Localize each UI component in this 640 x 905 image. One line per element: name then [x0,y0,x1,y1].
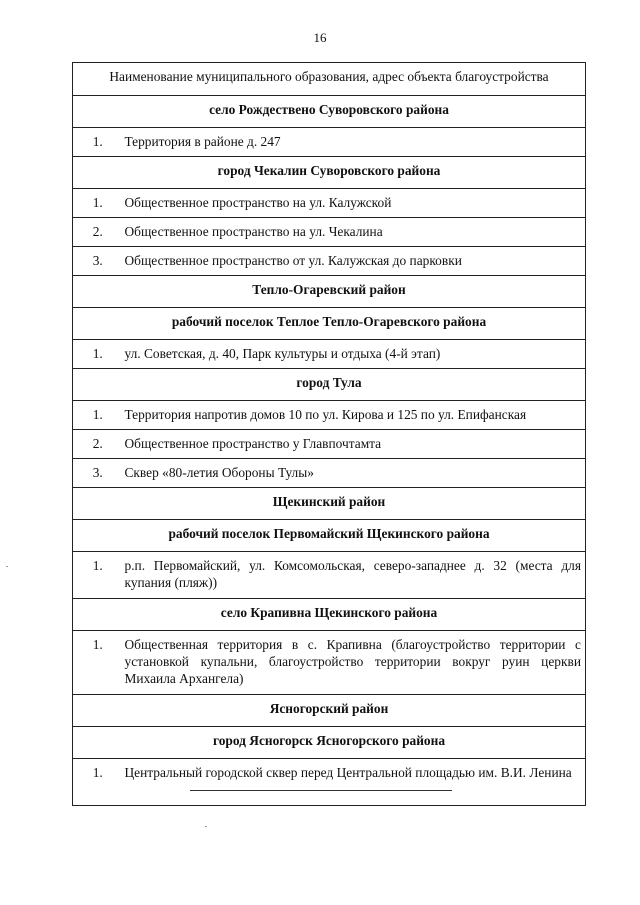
table-row [73,552,586,599]
group-row [73,96,586,128]
group-heading: рабочий поселок Теплое Тепло-Огаревского района [73,308,586,340]
item-address: ул. Советская, д. 40, Парк культуры и отдыха (4-й этап) [123,340,586,369]
scan-speck [205,826,207,827]
table-row [73,340,586,369]
group-row [73,695,586,727]
table-row [73,631,586,695]
item-number: 2. [73,430,123,459]
group-heading: город Тула [73,369,586,401]
item-address: Территория напротив домов 10 по ул. Кирова и 125 по ул. Епифанская [123,401,586,430]
item-number: 1. [73,552,123,599]
table-row [73,247,586,276]
group-heading: село Рождествено Суворовского района [73,96,586,128]
table-row [73,459,586,488]
item-number: 1. [73,189,123,218]
item-number: 1. [73,759,123,806]
group-heading: Тепло-Огаревский район [73,276,586,308]
group-row [73,308,586,340]
objects-table [72,62,586,806]
table-header-row [73,63,586,96]
group-row [73,276,586,308]
group-heading: Щекинский район [73,488,586,520]
item-number: 1. [73,631,123,695]
table-header: Наименование муниципального образования, адрес объекта благоустройства [73,63,586,96]
group-row [73,488,586,520]
item-address: Общественное пространство от ул. Калужская до парковки [123,247,586,276]
group-row [73,369,586,401]
item-address: Центральный городской сквер перед Центральной площадью им. В.И. Ленина [123,759,586,806]
item-number: 1. [73,401,123,430]
scan-speck [6,566,8,567]
item-address: Общественное пространство на ул. Калужской [123,189,586,218]
item-number: 2. [73,218,123,247]
group-row [73,599,586,631]
item-address: р.п. Первомайский, ул. Комсомольская, северо-западнее д. 32 (места для купания (пляж)) [123,552,586,599]
item-address: Общественная территория в с. Крапивна (благоустройство территории с установкой купальни, благоустройство территории вокруг руин церкви Михаила Архангела) [123,631,586,695]
item-address: Общественное пространство на ул. Чекалина [123,218,586,247]
group-heading: село Крапивна Щекинского района [73,599,586,631]
group-heading: Ясногорский район [73,695,586,727]
table-row [73,759,586,806]
group-heading: рабочий поселок Первомайский Щекинского района [73,520,586,552]
group-heading: город Чекалин Суворовского района [73,157,586,189]
footer-separator-line [190,790,452,791]
page-number: 16 [313,30,327,45]
table-row [73,218,586,247]
group-row [73,157,586,189]
item-number: 1. [73,340,123,369]
item-number: 1. [73,128,123,157]
item-number: 3. [73,459,123,488]
item-address: Общественное пространство у Главпочтамта [123,430,586,459]
table-row [73,128,586,157]
table-row [73,189,586,218]
item-address: Сквер «80-летия Обороны Тулы» [123,459,586,488]
table-row [73,430,586,459]
table-row [73,401,586,430]
group-row [73,520,586,552]
table-body [73,63,586,806]
item-number: 3. [73,247,123,276]
item-address: Территория в районе д. 247 [123,128,586,157]
group-heading: город Ясногорск Ясногорского района [73,727,586,759]
group-row [73,727,586,759]
